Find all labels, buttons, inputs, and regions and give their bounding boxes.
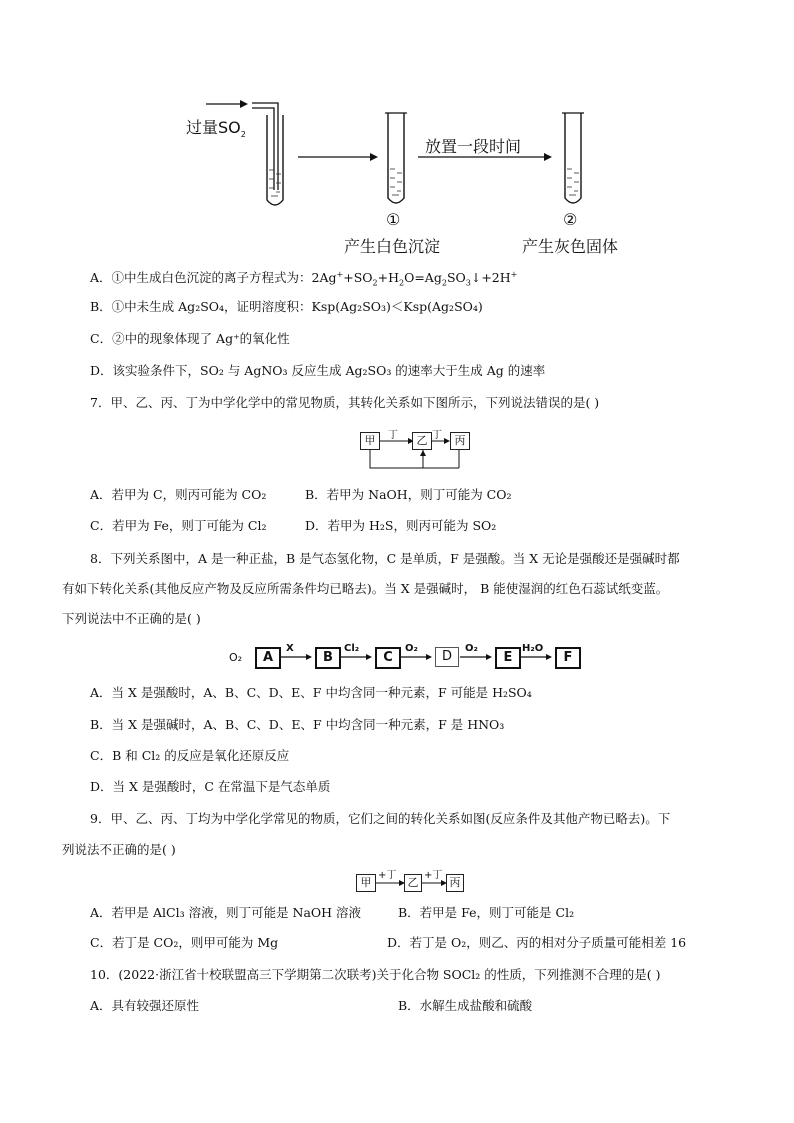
q9-option-a: A．若甲是 AlCl₃ 溶液，则丁可能是 NaOH 溶液 <box>90 905 362 920</box>
q10-stem: 10．(2022·浙江省十校联盟高三下学期第二次联考)关于化合物 SOCl₂ 的性质，下列推测不合理的是( ) <box>90 967 661 982</box>
test-tube-1 <box>388 113 404 203</box>
q8-reagent-cl2: Cl₂ <box>344 643 360 654</box>
q7-option-b: B．若甲为 NaOH，则丁可能为 CO₂ <box>305 487 512 502</box>
experiment-figure <box>180 95 660 220</box>
q8-option-a: A．当 X 是强酸时，A、B、C、D、E、F 中均含同一种元素，F 可能是 H₂SO₄ <box>90 685 532 700</box>
q9-box-yi: 乙 <box>404 874 422 892</box>
q9-reagent-2: +丁 <box>424 870 443 881</box>
q6-option-b: B．①中未生成 Ag₂SO₄，证明溶度积：Ksp(Ag₂SO₃)＜Ksp(Ag₂SO₄) <box>90 299 483 314</box>
q9-box-bing: 丙 <box>446 874 464 892</box>
q6-option-a: A．①中生成白色沉淀的离子方程式为：$2Ag^++SO_2+H_2O=Ag_2SO_3↓+2H^+$ <box>90 270 518 288</box>
q8-stem-3: 下列说法中不正确的是( ) <box>62 611 201 626</box>
q8-reagent-o2-2: O₂ <box>465 643 478 654</box>
q7-reagent-2: 丁 <box>432 430 442 441</box>
observation-2: 产生灰色固体 <box>522 237 619 256</box>
q8-box-b: B <box>315 647 341 669</box>
q8-diagram-prefix: O₂ <box>229 651 243 664</box>
q9-reagent-1: +丁 <box>378 870 397 881</box>
q8-stem-2: 有如下转化关系(其他反应产物及反应所需条件均已略去)。当 X 是强碱时， B 能使湿润的红色石蕊试纸变蓝。 <box>62 581 669 596</box>
q7-option-d: D．若甲为 H₂S，则丙可能为 SO₂ <box>305 518 497 533</box>
q8-option-b: B．当 X 是强碱时，A、B、C、D、E、F 中均含同一种元素，F 是 HNO₃ <box>90 717 505 732</box>
q7-reagent-1: 丁 <box>388 430 398 441</box>
q6-option-d: D．该实验条件下，SO₂ 与 AgNO₃ 反应生成 Ag₂SO₃ 的速率大于生成 Ag 的速率 <box>90 363 546 378</box>
q7-option-c: C．若甲为 Fe，则丁可能为 Cl₂ <box>90 518 267 533</box>
q7-box-bing: 丙 <box>450 432 470 450</box>
q8-reagent-o2-1: O₂ <box>405 643 418 654</box>
test-tube-0 <box>267 115 283 205</box>
q8-box-e: E <box>495 647 521 669</box>
q8-reagent-h2o: H₂O <box>522 643 544 654</box>
tube2-number: ② <box>563 210 578 229</box>
q10-option-b: B．水解生成盐酸和硫酸 <box>398 998 533 1013</box>
q7-stem: 7．甲、乙、丙、丁为中学化学中的常见物质，其转化关系如下图所示，下列说法错误的是( ) <box>90 395 600 410</box>
q8-box-f: F <box>555 647 581 669</box>
tube1-number: ① <box>386 210 401 229</box>
q8-option-c: C．B 和 Cl₂ 的反应是氧化还原反应 <box>90 748 290 763</box>
q7-box-jia: 甲 <box>360 432 380 450</box>
q7-box-yi: 乙 <box>412 432 432 450</box>
test-tube-2 <box>565 113 581 203</box>
q8-box-a: A <box>255 647 281 669</box>
q9-option-c: C．若丁是 CO₂，则甲可能为 Mg <box>90 935 279 950</box>
q8-stem-1: 8．下列关系图中，A 是一种正盐，B 是气态氢化物，C 是单质，F 是强酸。当 X 无论是强酸还是强碱时都 <box>90 551 680 566</box>
delivery-tube <box>252 103 278 190</box>
q10-option-a: A．具有较强还原性 <box>90 998 200 1013</box>
q8-reagent-x: X <box>286 643 294 654</box>
q9-box-jia: 甲 <box>356 874 376 892</box>
q9-option-b: B．若甲是 Fe，则丁可能是 Cl₂ <box>398 905 575 920</box>
step-label: 放置一段时间 <box>425 137 522 156</box>
q9-stem-2: 列说法不正确的是( ) <box>62 842 176 857</box>
q8-option-d: D．当 X 是强酸时，C 在常温下是气态单质 <box>90 779 331 794</box>
q6-option-c: C．②中的现象体现了 Ag⁺的氧化性 <box>90 331 290 346</box>
observation-1: 产生白色沉淀 <box>344 237 441 256</box>
q8-box-d: D <box>435 647 459 667</box>
q8-box-c: C <box>375 647 401 669</box>
q7-option-a: A．若甲为 C，则丙可能为 CO₂ <box>90 487 267 502</box>
q9-option-d: D．若丁是 O₂，则乙、丙的相对分子质量可能相差 16 <box>387 935 687 950</box>
reagent-label: 过量$SO_2$ <box>186 118 246 140</box>
q9-stem-1: 9．甲、乙、丙、丁均为中学化学常见的物质，它们之间的转化关系如图(反应条件及其他产物已略去)。下 <box>90 811 671 826</box>
